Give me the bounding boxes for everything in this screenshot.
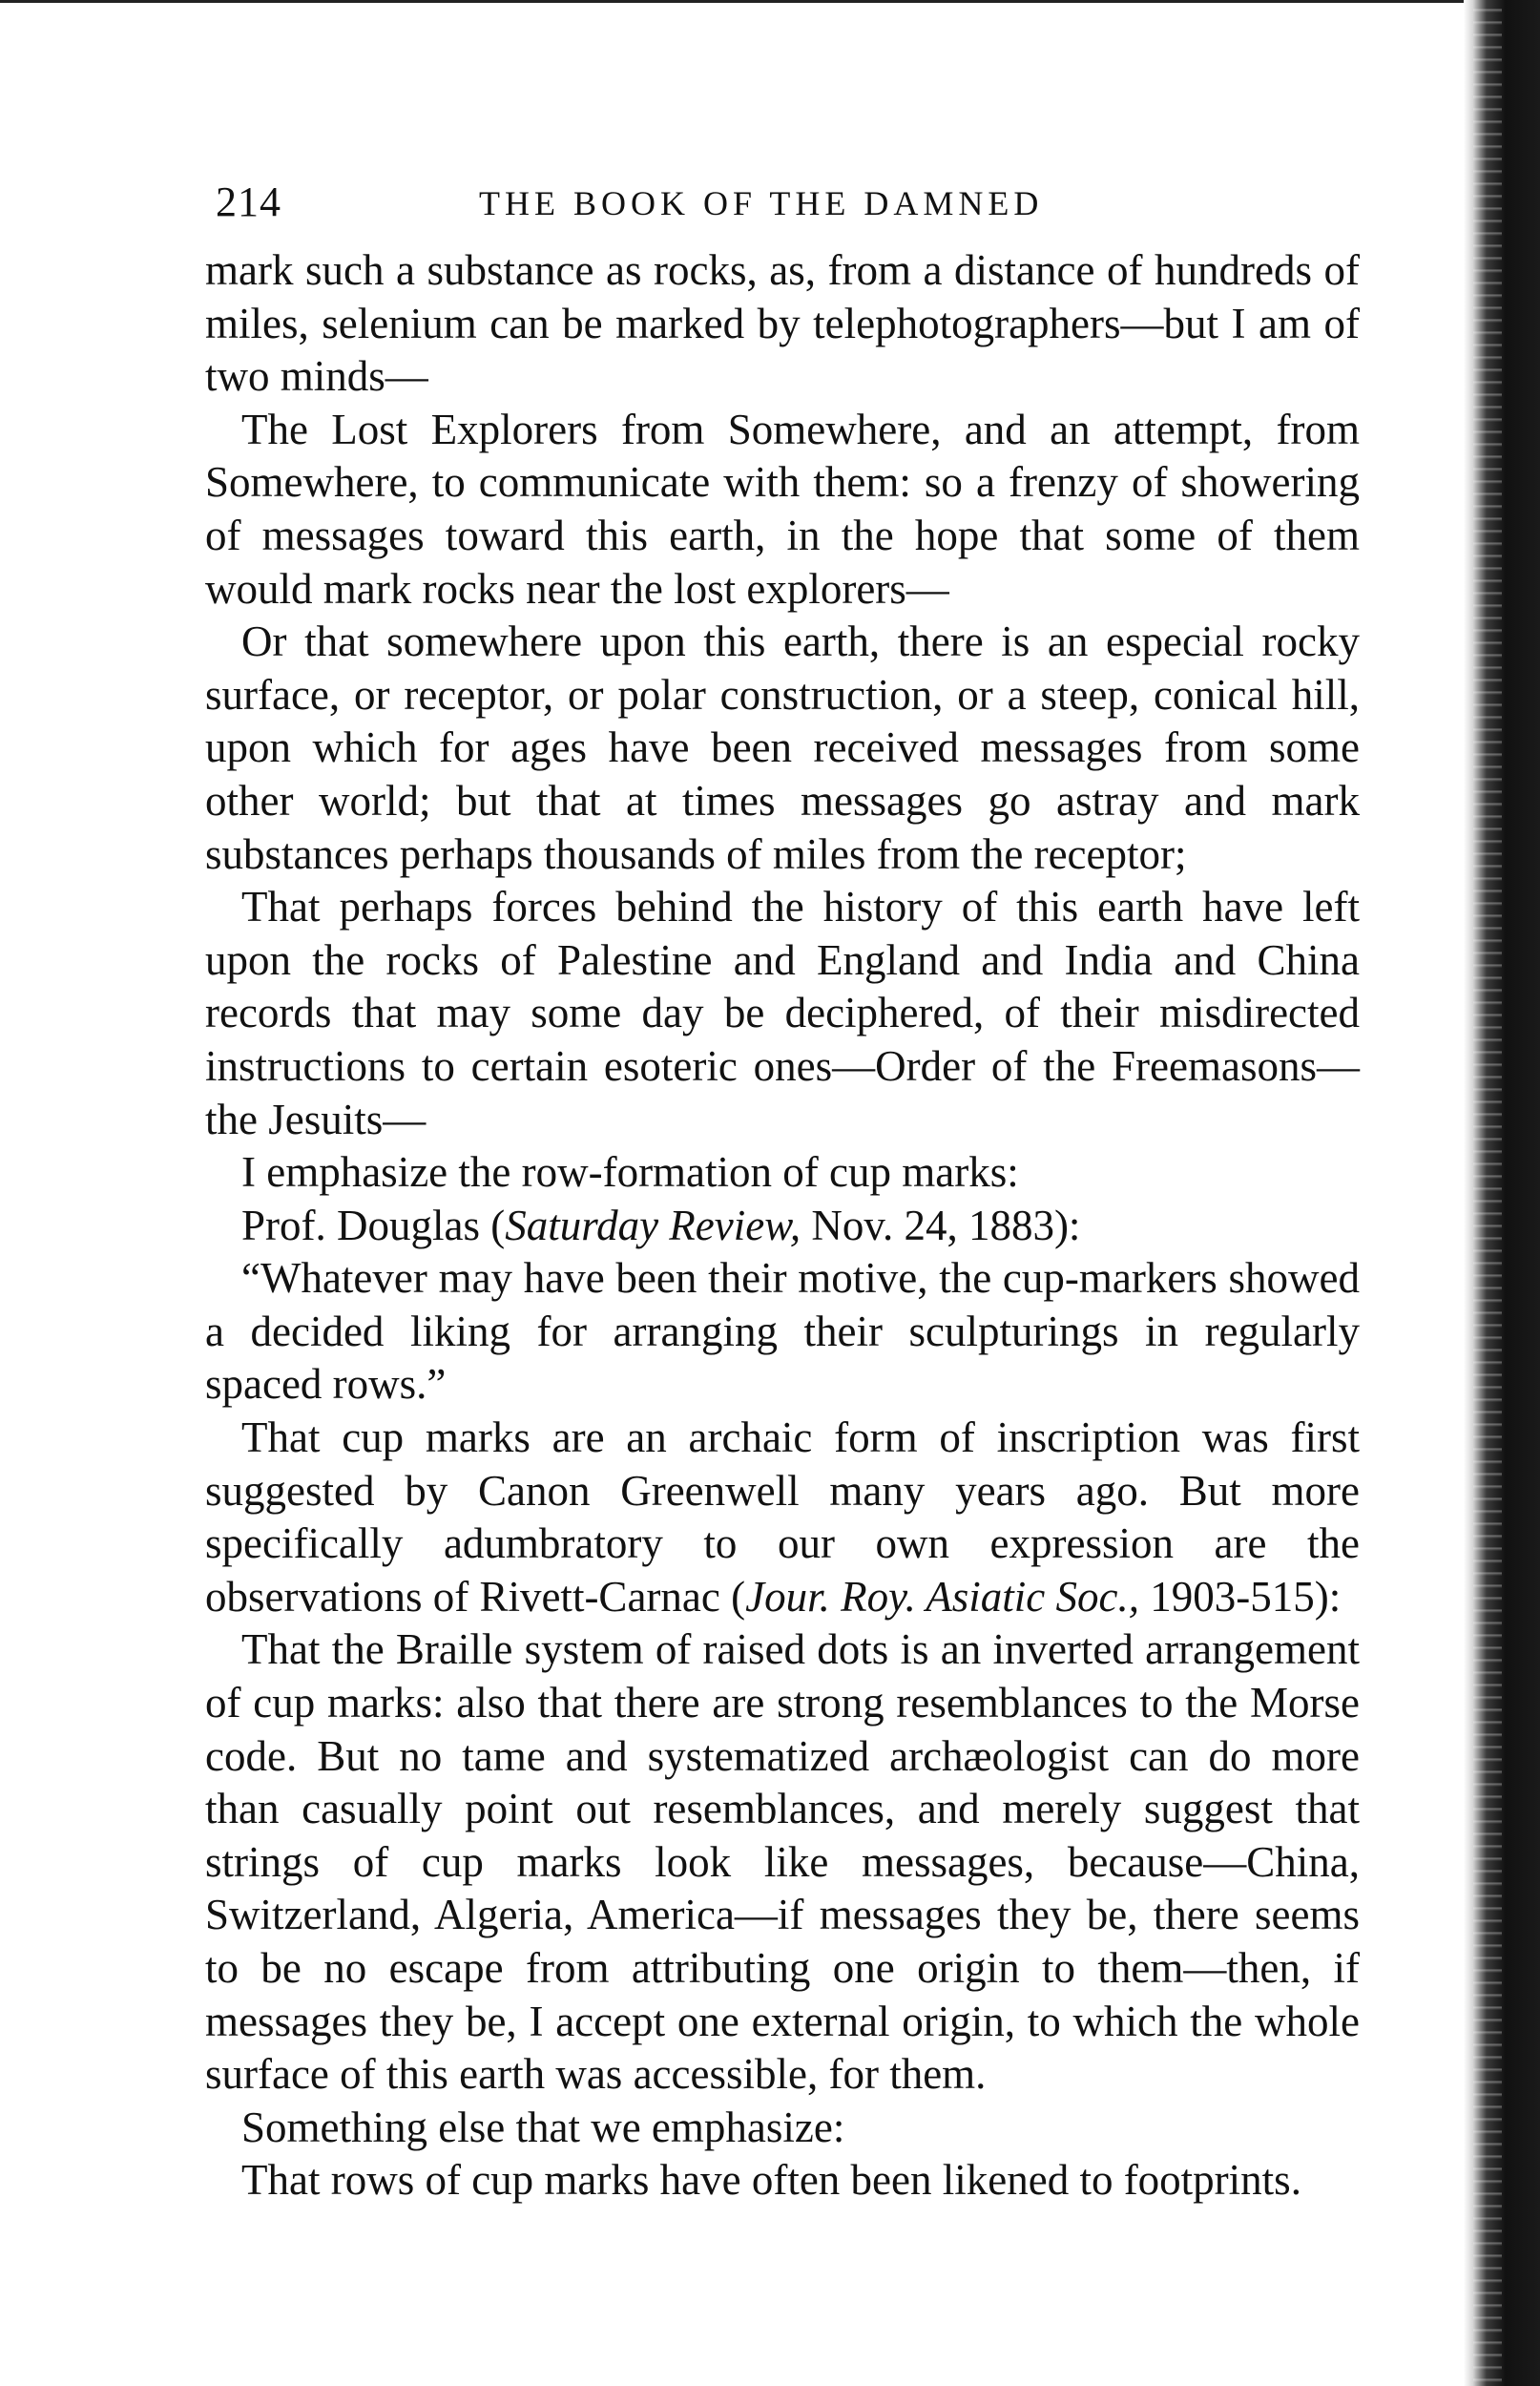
scan-edge-noise <box>1473 0 1502 2386</box>
page-number: 214 <box>216 178 281 225</box>
paragraph-continued: mark such a substance as rocks, as, from a distance of hundreds of miles, selenium can be marked by telephotographers—but I am of two minds— <box>205 246 1360 401</box>
citation-source: Saturday Review, <box>505 1201 801 1249</box>
running-title: THE BOOK OF THE DAMNED <box>479 184 1044 222</box>
paragraph: The Lost Explorers from Somewhere, and an attempt, from Somewhere, to communicate with them: so a frenzy of showering of messages toward this earth, in the hope that some of them would mark rocks near the lost explorers— <box>205 405 1360 613</box>
paragraph: Something else that we emphasize: <box>241 2103 845 2151</box>
paragraph: Or that somewhere upon this earth, there is an especial rocky surface, or receptor, or polar construction, or a steep, conical hill, upon which for ages have been received messages from some other world; but that at times messages go astray and mark substances perhaps thousands of miles from the receptor; <box>205 617 1360 878</box>
citation-paragraph <box>205 1200 1360 1253</box>
citation-paragraph <box>205 1412 1360 1623</box>
paragraph: That the Braille system of raised dots is an inverted arrangement of cup marks: also that there are strong resemblances to the Morse code. But no tame and systematized archæologist can do more than casually point out resemblances, and merely suggest that strings of cup marks look like messages, because—China, Switzerland, Algeria, America—if messages they be, there seems to be no escape from attributing one origin to them—then, if messages they be, I accept one external origin, to which the whole surface of this earth was accessible, for them. <box>205 1625 1360 2099</box>
citation-lead: That cup marks are an archaic form of inscription was first suggested by Canon Greenwell many years ago. But more specifically adumbratory to our own expression are the observations of Rivett-Carnac ( <box>205 1413 1360 1621</box>
citation-lead: Prof. Douglas ( <box>241 1201 506 1249</box>
scan-top-edge <box>0 0 1469 3</box>
citation-source: Jour. Roy. Asiatic Soc., <box>745 1572 1139 1621</box>
paragraph: That rows of cup marks have often been likened to footprints. <box>241 2156 1301 2205</box>
citation-tail: Nov. 24, 1883): <box>801 1201 1081 1249</box>
body-text <box>205 244 1360 2208</box>
quotation-paragraph: “Whatever may have been their motive, the cup-markers showed a decided liking for arranging their sculpturings in regularly spaced rows.” <box>205 1254 1360 1409</box>
page-header <box>216 178 1351 235</box>
paragraph: That perhaps forces behind the history of this earth have left upon the rocks of Palestine and England and India and China records that may some day be deciphered, of their misdirected instructions to certain esoteric ones—Order of the Freemasons—the Jesuits— <box>205 883 1360 1143</box>
citation-tail: 1903-515): <box>1138 1572 1342 1621</box>
paragraph: I emphasize the row-formation of cup marks: <box>241 1148 1019 1197</box>
